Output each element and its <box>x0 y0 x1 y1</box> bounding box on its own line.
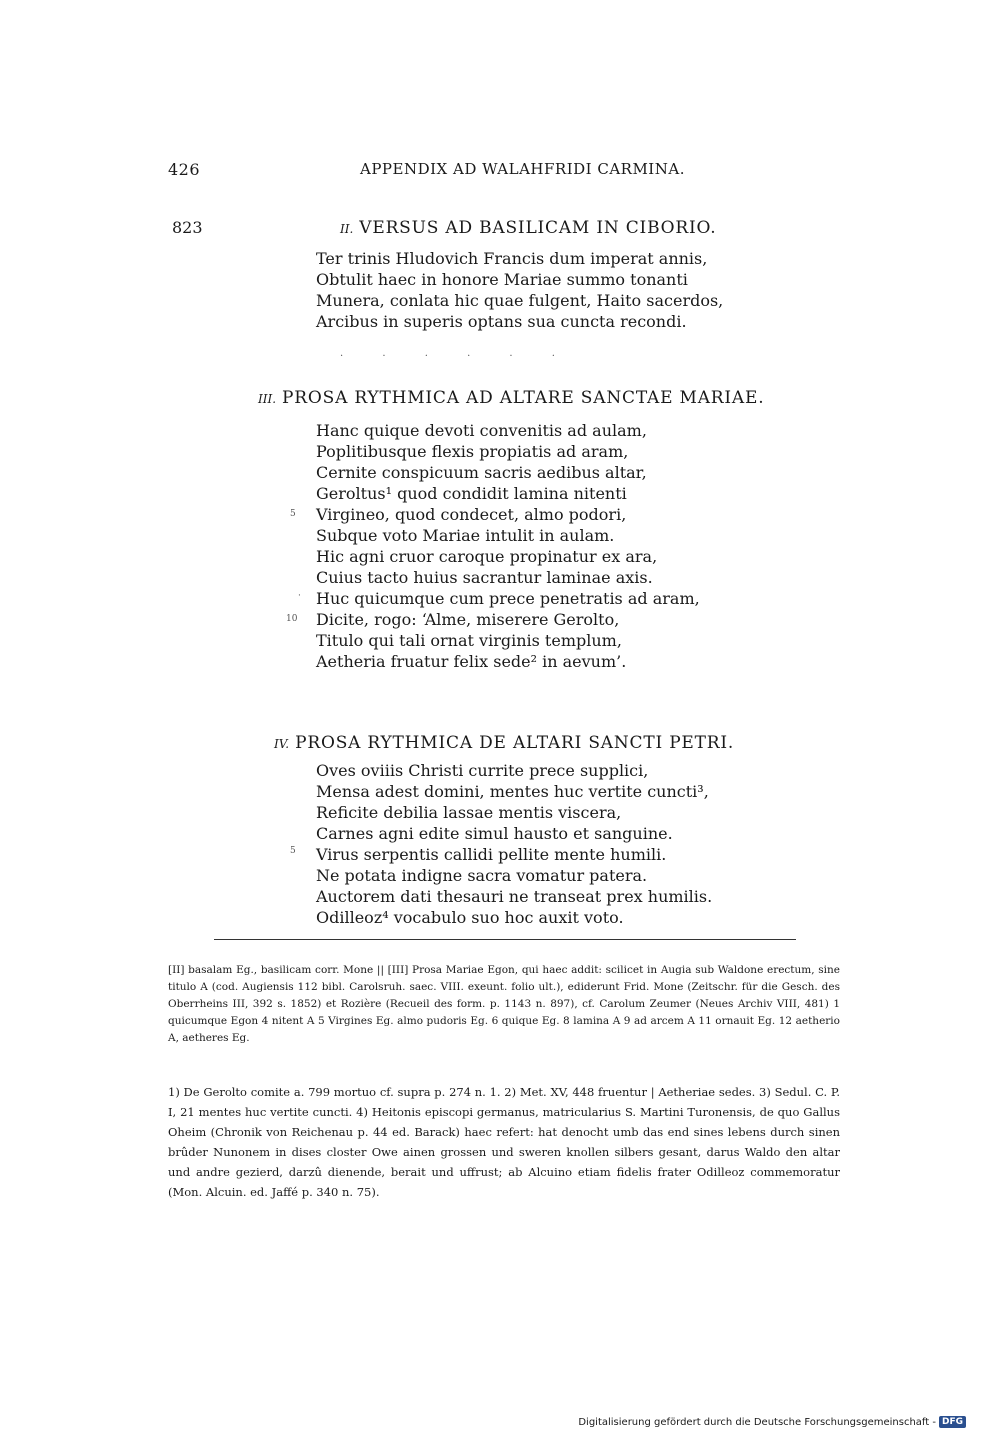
line-number-5: 5 <box>290 509 296 519</box>
poem4-title <box>274 733 734 753</box>
poem4-verse <box>316 760 712 928</box>
verse-line: Dicite, rogo: ‘Alme, miserere Gerolto, <box>316 610 620 629</box>
line-number-5: 5 <box>290 846 296 856</box>
footnotes: 1) De Gerolto comite a. 799 mortuo cf. supra p. 274 n. 1. 2) Met. XV, 448 fruentur | Aetheriae sedes. 3) Sedul. C. P. I, 21 mentes huc vertite cuncti. 4) Heitonis episcopi germanus, matricularius S. Martini Turonensis, de quo Gallus Oheim (Chronik von Reichenau p. 44 ed. Barack) haec refert: hat denocht umb das end sines lebens durch sinen brûder Nunonem in dises closter Owe ainen grossen und sweren knollen silbers gesant, darus Waldo den altar und andre gezierd, darzû dienende, berait und uffrust; ab Alcuino etiam fidelis frater Odilleoz commemoratur (Mon. Alcuin. ed. Jaffé p. 340 n. 75). <box>168 1085 840 1199</box>
verse-line: Ter trinis Hludovich Francis dum imperat annis, <box>316 249 708 268</box>
credit-text: Digitalisierung gefördert durch die Deutsche Forschungsgemeinschaft - <box>578 1416 936 1428</box>
verse-line: Odilleoz⁴ vocabulo suo hoc auxit voto. <box>316 908 624 927</box>
verse-line: Reficite debilia lassae mentis viscera, <box>316 803 622 822</box>
verse-line: Titulo qui tali ornat virginis templum, <box>316 631 622 650</box>
verse-line: Munera, conlata hic quae fulgent, Haito sacerdos, <box>316 291 724 310</box>
verse-line: Mensa adest domini, mentes huc vertite cuncti³, <box>316 782 709 801</box>
apparatus-rule <box>214 939 796 940</box>
poem2-numeral: II. <box>340 222 354 236</box>
poem3-title <box>258 388 764 408</box>
page-number: 426 <box>168 160 201 179</box>
verse-line: Poplitibusque flexis propiatis ad aram, <box>316 442 629 461</box>
poem4-title-text: PROSA RYTHMICA DE ALTARI SANCTI PETRI. <box>295 733 735 753</box>
verse-line: Hic agni cruor caroque propinatur ex ara, <box>316 547 658 566</box>
section-separator-dots: . . . . . . <box>340 348 573 359</box>
line-number-10: 10 <box>286 614 298 624</box>
line-number-9: · <box>298 591 301 601</box>
verse-line: Ne potata indigne sacra vomatur patera. <box>316 866 648 885</box>
verse-line: Auctorem dati thesauri ne transeat prex humilis. <box>316 887 713 906</box>
verse-line: Virus serpentis callidi pellite mente humili. <box>316 845 667 864</box>
dfg-logo: DFG <box>939 1416 966 1428</box>
digitization-credit <box>578 1416 966 1428</box>
poem2-title <box>340 218 716 238</box>
year-note: 823 <box>172 218 203 237</box>
poem3-verse <box>316 420 700 672</box>
verse-line: Obtulit haec in honore Mariae summo tonanti <box>316 270 688 289</box>
critical-apparatus: [II] basalam Eg., basilicam corr. Mone || [III] Prosa Mariae Egon, qui haec addit: scilicet in Augia sub Waldone erectum, sine titulo A (cod. Augiensis 112 bibl. Carolsruh. saec. VIII. exeunt. folio ult.), ediderunt Frid. Mone (Zeitschr. für die Gesch. des Oberrheins III, 392 s. 1852) et Rozière (Recueil des form. p. 1143 n. 897), cf. Carolum Zeumer (Neues Archiv VIII, 481) 1 quicumque Egon 4 nitent A 5 Virgines Eg. almo pudoris Eg. 6 quique Eg. 8 lamina A 9 ad arcem A 11 ornauit Eg. 12 aetherio A, aetheres Eg. <box>168 964 840 1044</box>
verse-line: Cuius tacto huius sacrantur laminae axis. <box>316 568 653 587</box>
poem3-numeral: III. <box>258 392 277 406</box>
poem3-title-text: PROSA RYTHMICA AD ALTARE SANCTAE MARIAE. <box>282 388 765 408</box>
verse-line: Geroltus¹ quod condidit lamina nitenti <box>316 484 627 503</box>
verse-line: Virgineo, quod condecet, almo podori, <box>316 505 627 524</box>
poem2-title-text: VERSUS AD BASILICAM IN CIBORIO. <box>359 218 717 238</box>
verse-line: Aetheria fruatur felix sede² in aevum’. <box>316 652 627 671</box>
poem2-verse <box>316 248 723 332</box>
verse-line: Huc quicumque cum prece penetratis ad aram, <box>316 589 700 608</box>
verse-line: Oves oviiis Christi currite prece supplici, <box>316 761 649 780</box>
verse-line: Hanc quique devoti convenitis ad aulam, <box>316 421 647 440</box>
poem4-numeral: IV. <box>274 737 290 751</box>
running-head: APPENDIX AD WALAHFRIDI CARMINA. <box>360 160 685 178</box>
verse-line: Carnes agni edite simul hausto et sanguine. <box>316 824 673 843</box>
verse-line: Subque voto Mariae intulit in aulam. <box>316 526 615 545</box>
verse-line: Cernite conspicuum sacris aedibus altar, <box>316 463 647 482</box>
verse-line: Arcibus in superis optans sua cuncta recondi. <box>316 312 687 331</box>
